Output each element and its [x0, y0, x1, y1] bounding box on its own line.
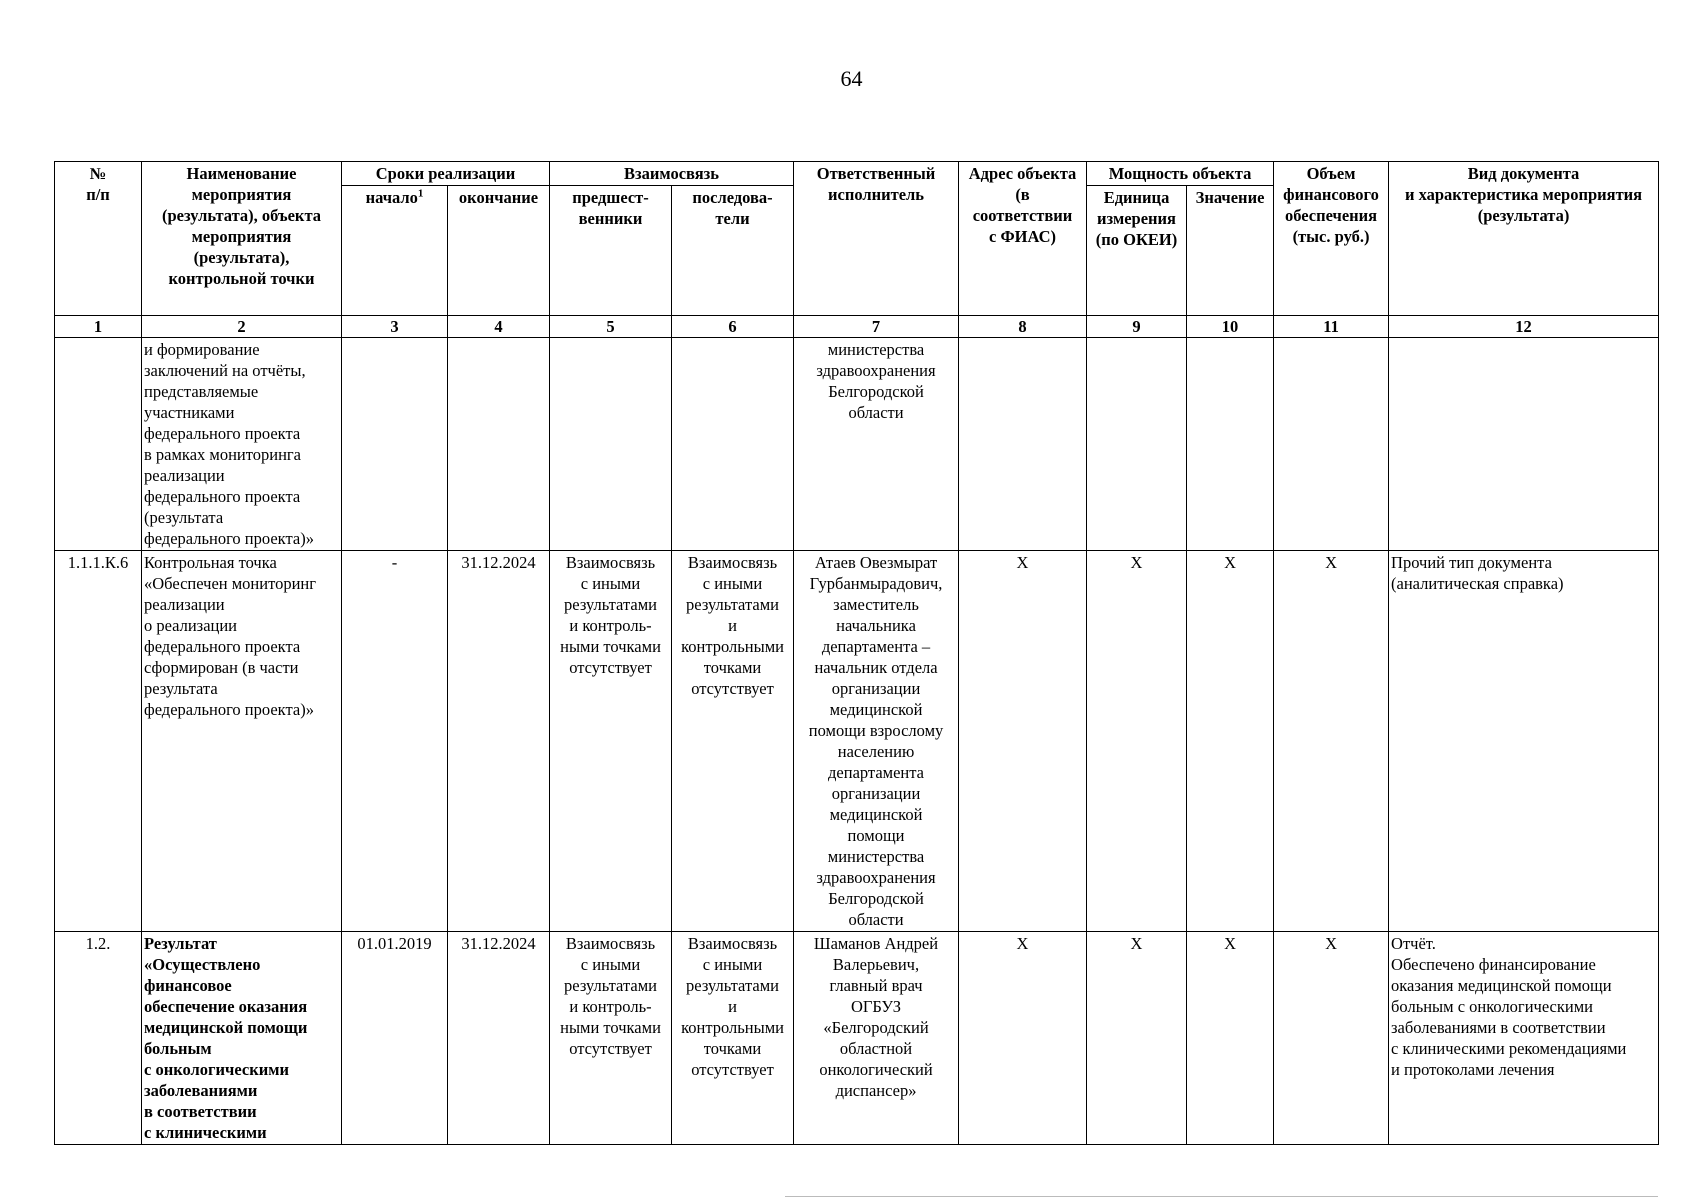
header-predecessors: предшест- венники — [550, 186, 672, 316]
column-number: 9 — [1087, 316, 1187, 338]
column-number: 7 — [794, 316, 959, 338]
row-number — [55, 338, 142, 551]
row-predecessors: Взаимосвязь с иными результатами и контроль- ными точками отсутствует — [550, 932, 672, 1145]
header-unit: Единица измерения (по ОКЕИ) — [1087, 186, 1187, 316]
row-end — [448, 338, 550, 551]
column-number: 2 — [142, 316, 342, 338]
row-predecessors: Взаимосвязь с иными результатами и контроль- ными точками отсутствует — [550, 551, 672, 932]
row-finance — [1274, 338, 1389, 551]
row-address: Х — [959, 932, 1087, 1145]
row-responsible: Атаев Овезмырат Гурбанмырадович, заместитель начальника департамента – начальник отдела организации медицинской помощи взрослому населению департамента организации медицинской помощи министерства здравоохранения Белгородской области — [794, 551, 959, 932]
activities-table — [54, 161, 1659, 1145]
column-numbers-row — [55, 316, 1659, 338]
row-name: Контрольная точка «Обеспечен мониторинг реализации о реализации федерального проекта сформирован (в части результата федерального проекта)» — [142, 551, 342, 932]
row-value: Х — [1187, 932, 1274, 1145]
row-end: 31.12.2024 — [448, 932, 550, 1145]
header-capacity-group: Мощность объекта — [1087, 162, 1274, 186]
row-name: Результат «Осуществлено финансовое обеспечение оказания медицинской помощи больным с онкологическими заболеваниями в соответствии с клиническими — [142, 932, 342, 1145]
row-successors: Взаимосвязь с иными результатами и контрольными точками отсутствует — [672, 551, 794, 932]
table-row — [55, 338, 1659, 551]
header-address: Адрес объекта (в соответствии с ФИАС) — [959, 162, 1087, 316]
table-row — [55, 932, 1659, 1145]
row-doc: Прочий тип документа (аналитическая справка) — [1389, 551, 1659, 932]
row-successors — [672, 338, 794, 551]
column-number: 4 — [448, 316, 550, 338]
row-number: 1.1.1.К.6 — [55, 551, 142, 932]
header-start: начало$^1$ — [342, 186, 448, 316]
row-address — [959, 338, 1087, 551]
table-row — [55, 551, 1659, 932]
header-relation-group: Взаимосвязь — [550, 162, 794, 186]
footnote-marker: 1 — [417, 187, 424, 200]
row-unit — [1087, 338, 1187, 551]
row-end: 31.12.2024 — [448, 551, 550, 932]
row-value — [1187, 338, 1274, 551]
page-bottom-rule — [785, 1196, 1658, 1197]
column-number: 12 — [1389, 316, 1659, 338]
row-start: - — [342, 551, 448, 932]
column-number: 5 — [550, 316, 672, 338]
header-timing-group: Сроки реализации — [342, 162, 550, 186]
header-number: № п/п — [55, 162, 142, 316]
header-end: окончание — [448, 186, 550, 316]
column-number: 3 — [342, 316, 448, 338]
row-finance: Х — [1274, 551, 1389, 932]
row-unit: Х — [1087, 932, 1187, 1145]
row-doc — [1389, 338, 1659, 551]
column-number: 6 — [672, 316, 794, 338]
row-responsible: министерства здравоохранения Белгородской области — [794, 338, 959, 551]
row-number: 1.2. — [55, 932, 142, 1145]
row-responsible: Шаманов Андрей Валерьевич, главный врач ОГБУЗ «Белгородский областной онкологический диспансер» — [794, 932, 959, 1145]
header-finance: Объем финансового обеспечения (тыс. руб.) — [1274, 162, 1389, 316]
column-number: 10 — [1187, 316, 1274, 338]
row-successors: Взаимосвязь с иными результатами и контрольными точками отсутствует — [672, 932, 794, 1145]
row-predecessors — [550, 338, 672, 551]
header-responsible: Ответственный исполнитель — [794, 162, 959, 316]
row-unit: Х — [1087, 551, 1187, 932]
row-start: 01.01.2019 — [342, 932, 448, 1145]
row-address: Х — [959, 551, 1087, 932]
header-doc-type: Вид документа и характеристика мероприятия (результата) — [1389, 162, 1659, 316]
header-value: Значение — [1187, 186, 1274, 316]
header-name: Наименование мероприятия (результата), объекта мероприятия (результата), контрольной точки — [142, 162, 342, 316]
row-start — [342, 338, 448, 551]
page-number: 64 — [840, 66, 863, 91]
row-name: и формирование заключений на отчёты, представляемые участниками федерального проекта в рамках мониторинга реализации федерального проекта (результата федерального проекта)» — [142, 338, 342, 551]
row-value: Х — [1187, 551, 1274, 932]
row-doc: Отчёт. Обеспечено финансирование оказания медицинской помощи больным с онкологическими заболеваниями в соответствии с клиническими рекомендациями и протоколами лечения — [1389, 932, 1659, 1145]
header-successors: последова- тели — [672, 186, 794, 316]
column-number: 11 — [1274, 316, 1389, 338]
row-finance: Х — [1274, 932, 1389, 1145]
column-number: 8 — [959, 316, 1087, 338]
column-number: 1 — [55, 316, 142, 338]
